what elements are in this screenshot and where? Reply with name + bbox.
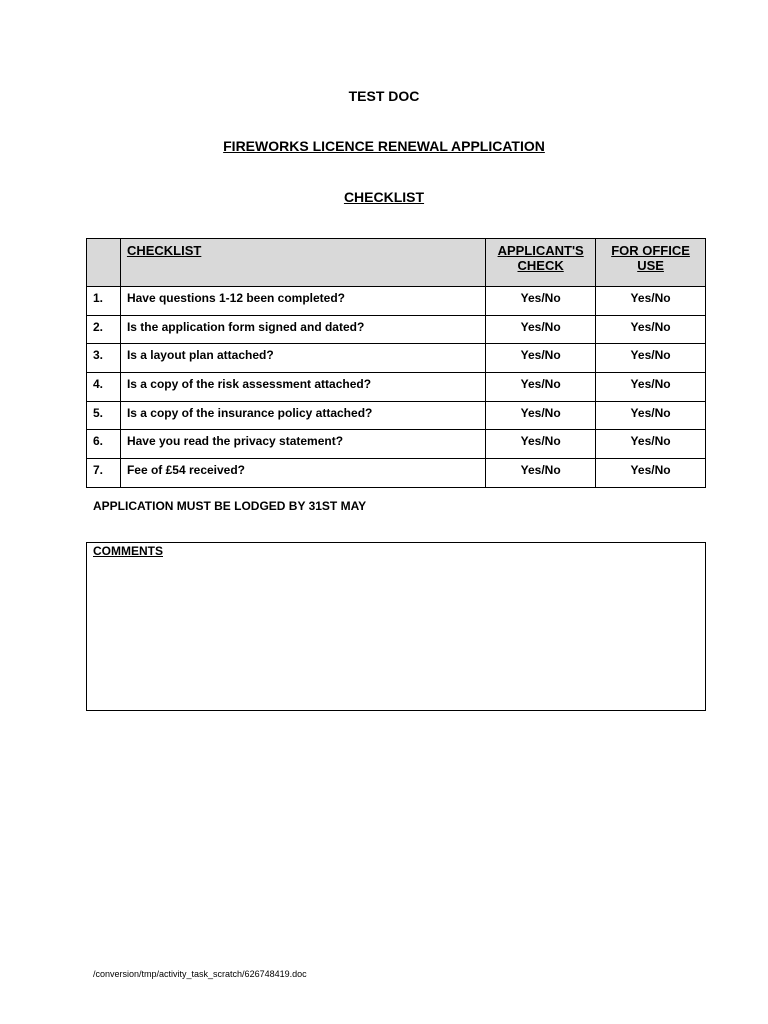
section-title: CHECKLIST xyxy=(343,189,425,205)
header-checklist: CHECKLIST xyxy=(120,239,485,287)
table-row xyxy=(87,373,706,402)
row-office-check: Yes/No xyxy=(596,287,706,316)
table-row xyxy=(87,459,706,488)
row-number: 5. xyxy=(87,401,121,430)
row-office-check: Yes/No xyxy=(596,430,706,459)
row-question: Have questions 1-12 been completed? xyxy=(120,287,485,316)
row-applicant-check: Yes/No xyxy=(486,459,596,488)
header-applicants-check: APPLICANT'S CHECK xyxy=(486,239,596,287)
table-row xyxy=(87,430,706,459)
row-office-check: Yes/No xyxy=(596,401,706,430)
checklist-header-row xyxy=(87,239,706,287)
row-number: 6. xyxy=(87,430,121,459)
table-row xyxy=(87,315,706,344)
header-for-office-use: FOR OFFICE USE xyxy=(596,239,706,287)
row-question: Fee of £54 received? xyxy=(120,459,485,488)
row-office-check: Yes/No xyxy=(596,459,706,488)
row-question: Is a layout plan attached? xyxy=(120,344,485,373)
row-office-check: Yes/No xyxy=(596,315,706,344)
row-number: 3. xyxy=(87,344,121,373)
form-title: FIREWORKS LICENCE RENEWAL APPLICATION xyxy=(223,138,545,154)
row-applicant-check: Yes/No xyxy=(486,287,596,316)
row-applicant-check: Yes/No xyxy=(486,344,596,373)
header-number-cell xyxy=(87,239,121,287)
table-row xyxy=(87,344,706,373)
row-applicant-check: Yes/No xyxy=(486,430,596,459)
row-question: Have you read the privacy statement? xyxy=(120,430,485,459)
row-applicant-check: Yes/No xyxy=(486,401,596,430)
comments-label: COMMENTS xyxy=(93,544,163,558)
row-applicant-check: Yes/No xyxy=(486,373,596,402)
row-question: Is the application form signed and dated? xyxy=(120,315,485,344)
row-number: 4. xyxy=(87,373,121,402)
table-row xyxy=(87,401,706,430)
table-row xyxy=(87,287,706,316)
comments-box[interactable] xyxy=(86,542,706,711)
checklist-table xyxy=(86,238,706,488)
row-question: Is a copy of the insurance policy attached? xyxy=(120,401,485,430)
row-office-check: Yes/No xyxy=(596,344,706,373)
row-question: Is a copy of the risk assessment attached? xyxy=(120,373,485,402)
row-number: 2. xyxy=(87,315,121,344)
deadline-notice: APPLICATION MUST BE LODGED BY 31ST MAY xyxy=(93,499,367,513)
row-number: 7. xyxy=(87,459,121,488)
document-title: TEST DOC xyxy=(348,88,420,104)
row-office-check: Yes/No xyxy=(596,373,706,402)
row-number: 1. xyxy=(87,287,121,316)
footer-file-path: /conversion/tmp/activity_task_scratch/626748419.doc xyxy=(93,969,307,979)
row-applicant-check: Yes/No xyxy=(486,315,596,344)
